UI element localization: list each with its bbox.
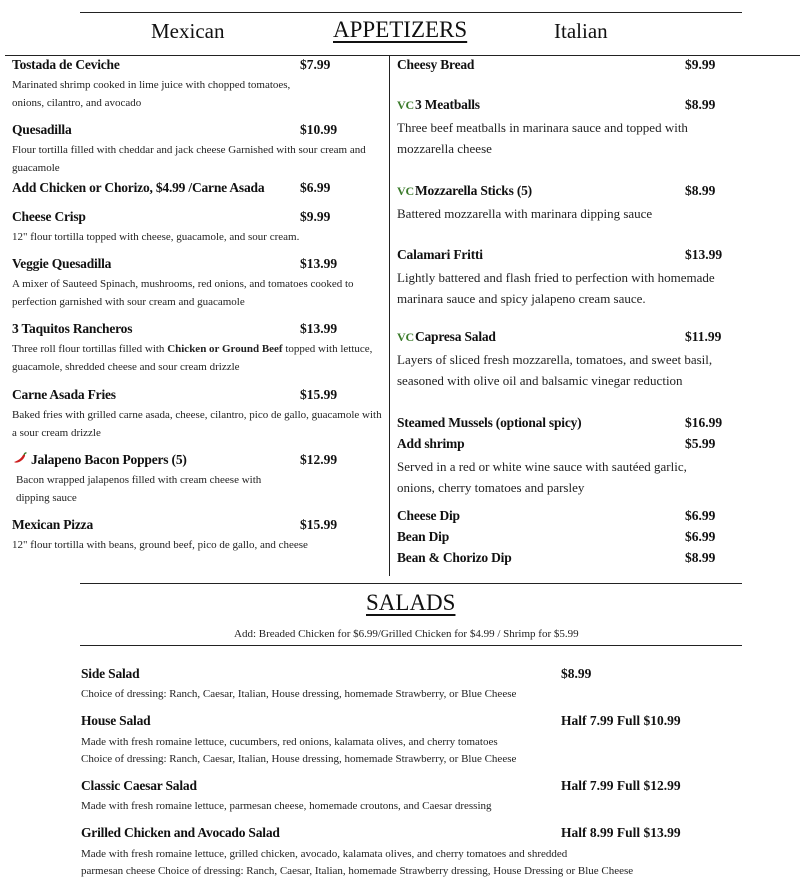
- menu-item-price: $15.99: [300, 517, 338, 532]
- salad-name: Grilled Chicken and Avocado Salad: [81, 825, 280, 840]
- menu-item-name: Add Chicken or Chorizo, $4.99 /Carne Asada: [12, 180, 265, 195]
- menu-item-price: $9.99: [300, 209, 331, 224]
- menu-item-desc: 12" flour tortilla topped with cheese, guacamole, and sour cream.: [12, 231, 300, 243]
- menu-item-desc: Marinated shrimp cooked in lime juice with chopped tomatoes, onions, cilantro, and avocado: [12, 79, 291, 109]
- salad-name: House Salad: [81, 713, 151, 728]
- desc-part: topped with lettuce, guacamole, shredded cheese and sour cream drizzle: [12, 343, 373, 373]
- top-divider: [80, 12, 742, 13]
- salad-price: $8.99: [561, 666, 592, 681]
- menu-item-desc: [12, 340, 384, 376]
- chili-pepper-icon: [12, 452, 27, 469]
- column-divider: [389, 55, 390, 576]
- menu-item-name: Tostada de Ceviche: [12, 57, 120, 72]
- salad-price: Half 8.99 Full $13.99: [561, 825, 681, 840]
- menu-item-price: $5.99: [685, 436, 716, 451]
- menu-item-name: Cheese Crisp: [12, 209, 86, 224]
- salad-desc: parmesan cheese Choice of dressing: Ranch, Caesar, Italian, homemade Strawberry dressing, House Dressing or Blue Cheese: [81, 865, 634, 877]
- menu-item-desc: 12" flour tortilla with beans, ground beef, pico de gallo, and cheese: [12, 539, 308, 551]
- menu-item-name: Veggie Quesadilla: [12, 256, 112, 271]
- menu-item-name: Steamed Mussels (optional spicy): [397, 415, 582, 430]
- appetizers-title: APPETIZERS: [333, 17, 468, 42]
- menu-item-name: Quesadilla: [12, 122, 72, 137]
- menu-item-name-text: Jalapeno Bacon Poppers (5): [31, 452, 187, 467]
- menu-item-price: $10.99: [300, 122, 338, 137]
- salad-price: Half 7.99 Full $10.99: [561, 713, 681, 728]
- salad-name: Classic Caesar Salad: [81, 778, 197, 793]
- menu-item-price: $13.99: [300, 321, 338, 336]
- salads-addons: Add: Breaded Chicken for $6.99/Grilled Chicken for $4.99 / Shrimp for $5.99: [234, 628, 579, 640]
- menu-item-price: $8.99: [685, 550, 716, 565]
- vegetarian-icon: VC: [397, 330, 414, 344]
- vegetarian-icon: VC: [397, 98, 414, 112]
- vegetarian-icon: VC: [397, 184, 414, 198]
- menu-item-name: Cheese Dip: [397, 508, 460, 523]
- salad-desc: Choice of dressing: Ranch, Caesar, Italian, House dressing, homemade Strawberry, or Blue Cheese: [81, 688, 517, 700]
- menu-item-name: [397, 329, 496, 345]
- menu-item-desc: Three beef meatballs in marinara sauce and topped with mozzarella cheese: [397, 120, 688, 156]
- menu-item-name-text: Mozzarella Sticks (5): [414, 183, 532, 198]
- menu-item-name: Carne Asada Fries: [12, 387, 116, 402]
- menu-item-desc: Served in a red or white wine sauce with sautéed garlic, onions, cherry tomatoes and parsley: [397, 459, 687, 495]
- menu-item-name: Bean & Chorizo Dip: [397, 550, 512, 565]
- salads-title: SALADS: [366, 590, 456, 615]
- menu-item-desc: Baked fries with grilled carne asada, cheese, cilantro, pico de gallo, guacamole with a sour cream drizzle: [12, 409, 382, 439]
- menu-item-price: $6.99: [685, 529, 716, 544]
- salad-price: Half 7.99 Full $12.99: [561, 778, 681, 793]
- menu-item-name: [397, 97, 480, 113]
- menu-item-price: $13.99: [300, 256, 338, 271]
- menu-item-desc: Lightly battered and flash fried to perfection with homemade marinara sauce and spicy jalapeno cream sauce.: [397, 270, 715, 306]
- menu-item-price: $8.99: [685, 183, 716, 198]
- menu-item-desc: Battered mozzarella with marinara dipping sauce: [397, 206, 653, 221]
- menu-item-price: $13.99: [685, 247, 723, 262]
- menu-item-desc: Flour tortilla filled with cheddar and jack cheese Garnished with sour cream and guacamole: [12, 144, 366, 174]
- menu-item-price: $8.99: [685, 97, 716, 112]
- menu-item-price: $7.99: [300, 57, 331, 72]
- salad-desc: Made with fresh romaine lettuce, parmesan cheese, homemade croutons, and Caesar dressing: [81, 800, 492, 812]
- salad-desc: Choice of dressing: Ranch, Caesar, Italian, House dressing, homemade Strawberry, or Blue Cheese: [81, 753, 517, 765]
- menu-item-price: $11.99: [685, 329, 722, 344]
- menu-item-desc: Layers of sliced fresh mozzarella, tomatoes, and sweet basil, seasoned with olive oil and balsamic vinegar reduction: [397, 352, 713, 388]
- salads-top-divider: [80, 583, 742, 584]
- mexican-heading: Mexican: [151, 19, 225, 43]
- menu-item-price: $9.99: [685, 57, 716, 72]
- menu-item-name-text: Capresa Salad: [414, 329, 496, 344]
- salad-desc: Made with fresh romaine lettuce, grilled chicken, avocado, kalamata olives, and cherry tomatoes and shredded: [81, 848, 568, 860]
- menu-item-name: Bean Dip: [397, 529, 450, 544]
- menu-item-name: Mexican Pizza: [12, 517, 93, 532]
- menu-item-name: Cheesy Bread: [397, 57, 475, 72]
- salad-desc: Made with fresh romaine lettuce, cucumbers, red onions, kalamata olives, and cherry tomatoes: [81, 736, 498, 748]
- menu-item-name: Add shrimp: [397, 436, 465, 451]
- menu-item-price: $15.99: [300, 387, 338, 402]
- italian-heading: Italian: [554, 19, 608, 43]
- desc-emphasis: Chicken or Ground Beef: [167, 343, 283, 355]
- menu-item-name: 3 Taquitos Rancheros: [12, 321, 133, 336]
- salads-header-divider: [80, 645, 742, 646]
- menu-item-price: $16.99: [685, 415, 723, 430]
- menu-item-price: $12.99: [300, 452, 338, 467]
- menu-item-desc: A mixer of Sauteed Spinach, mushrooms, red onions, and tomatoes cooked to perfection garnished with sour cream and guacamole: [12, 278, 354, 308]
- menu-item-price: $6.99: [685, 508, 716, 523]
- menu-item-name: [397, 183, 532, 199]
- menu-item-desc: Bacon wrapped jalapenos filled with cream cheese with dipping sauce: [16, 474, 262, 504]
- desc-part: Three roll flour tortillas filled with: [12, 343, 168, 355]
- salad-name: Side Salad: [81, 666, 140, 681]
- menu-item-price: $6.99: [300, 180, 331, 195]
- menu-item-name: Calamari Fritti: [397, 247, 483, 262]
- menu-item-name-text: 3 Meatballs: [414, 97, 480, 112]
- menu-item-name: [12, 452, 187, 469]
- header-divider: [5, 55, 800, 56]
